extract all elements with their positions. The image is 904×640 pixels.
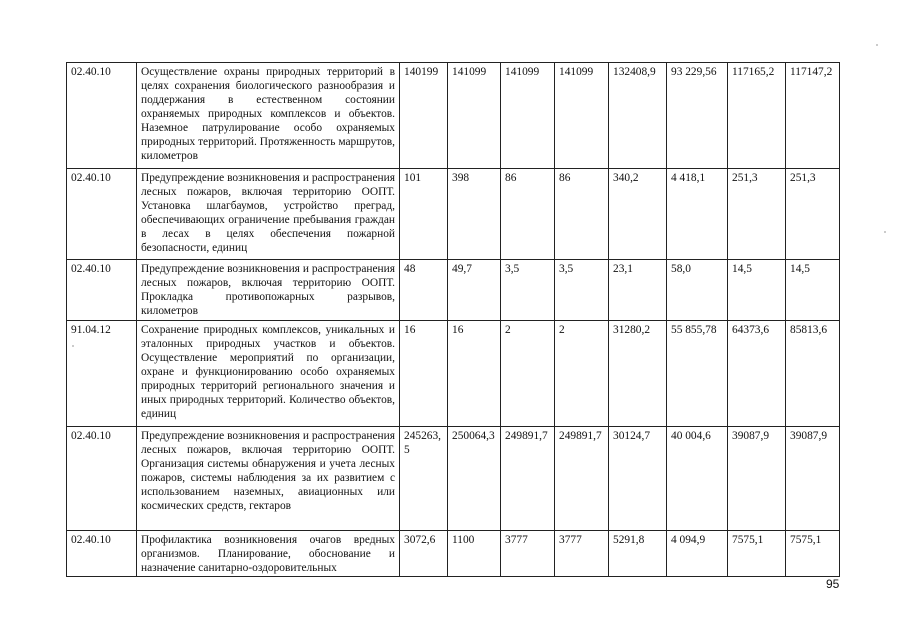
table-row (67, 63, 840, 169)
row-value: 340,2 (609, 169, 667, 260)
row-value: 141099 (555, 63, 609, 169)
scan-speck (876, 44, 878, 46)
row-value: 250064,3 (448, 427, 501, 531)
row-value: 141099 (448, 63, 501, 169)
row-value: 5291,8 (609, 531, 667, 577)
row-code: 91.04.12 (67, 321, 137, 427)
table-row (67, 531, 840, 577)
row-code: 02.40.10 (67, 260, 137, 321)
row-value: 58,0 (667, 260, 728, 321)
row-value: 40 004,6 (667, 427, 728, 531)
page-number: 95 (826, 577, 840, 591)
scan-speck (884, 231, 886, 233)
row-code: 02.40.10 (67, 169, 137, 260)
row-description: Сохранение природных комплексов, уникальных и эталонных природных участков и объектов. Осуществление мероприятий по организации, охране и функционированию особо охраняемых природных территорий регионального значения и иных природных территорий. Количество объектов, единиц (137, 321, 400, 427)
row-description: Предупреждение возникновения и распространения лесных пожаров, включая территорию ООПТ. Организация системы обнаружения и учета лесных пожаров, системы наблюдения за их развитием с использованием наземных, авиационных или космических средств, гектаров (137, 427, 400, 531)
row-value: 141099 (501, 63, 555, 169)
row-value: 39087,9 (728, 427, 786, 531)
row-description: Профилактика возникновения очагов вредных организмов. Планирование, обоснование и назначение санитарно-оздоровительных (137, 531, 400, 577)
row-description: Предупреждение возникновения и распространения лесных пожаров, включая территорию ООПТ. Установка шлагбаумов, устройство преград, обеспечивающих ограничение пребывания граждан в лесах в целях обеспечения пожарной безопасности, единиц (137, 169, 400, 260)
row-value: 48 (400, 260, 448, 321)
row-value: 3072,6 (400, 531, 448, 577)
table-row (67, 260, 840, 321)
table-row (67, 321, 840, 427)
row-value: 23,1 (609, 260, 667, 321)
row-value: 132408,9 (609, 63, 667, 169)
row-value: 3,5 (501, 260, 555, 321)
row-value: 245263,5 (400, 427, 448, 531)
row-value: 14,5 (786, 260, 840, 321)
row-value: 39087,9 (786, 427, 840, 531)
row-value: 3777 (555, 531, 609, 577)
row-code: 02.40.10 (67, 531, 137, 577)
row-value: 4 094,9 (667, 531, 728, 577)
row-value: 16 (448, 321, 501, 427)
row-value: 140199 (400, 63, 448, 169)
table-row (67, 169, 840, 260)
row-value: 85813,6 (786, 321, 840, 427)
row-value: 2 (555, 321, 609, 427)
row-value: 49,7 (448, 260, 501, 321)
row-code: 02.40.10 (67, 63, 137, 169)
row-value: 117165,2 (728, 63, 786, 169)
row-value: 93 229,56 (667, 63, 728, 169)
row-value: 251,3 (786, 169, 840, 260)
row-value: 55 855,78 (667, 321, 728, 427)
row-value: 249891,7 (501, 427, 555, 531)
data-table (66, 62, 840, 577)
row-value: 2 (501, 321, 555, 427)
row-value: 3777 (501, 531, 555, 577)
row-description: Осуществление охраны природных территорий в целях сохранения биологического разнообразия и поддержания в естественном состоянии охраняемых природных комплексов и объектов. Наземное патрулирование особо охраняемых природных территорий. Протяженность маршрутов, километров (137, 63, 400, 169)
row-value: 101 (400, 169, 448, 260)
row-code: 02.40.10 (67, 427, 137, 531)
row-value: 64373,6 (728, 321, 786, 427)
row-value: 86 (501, 169, 555, 260)
row-value: 4 418,1 (667, 169, 728, 260)
row-value: 398 (448, 169, 501, 260)
row-value: 1100 (448, 531, 501, 577)
scan-speck (72, 345, 74, 347)
table-row (67, 427, 840, 531)
row-value: 16 (400, 321, 448, 427)
row-value: 31280,2 (609, 321, 667, 427)
row-value: 86 (555, 169, 609, 260)
row-description: Предупреждение возникновения и распространения лесных пожаров, включая территорию ООПТ. Прокладка противопожарных разрывов, километров (137, 260, 400, 321)
row-value: 7575,1 (786, 531, 840, 577)
row-value: 251,3 (728, 169, 786, 260)
row-value: 30124,7 (609, 427, 667, 531)
row-value: 117147,2 (786, 63, 840, 169)
row-value: 14,5 (728, 260, 786, 321)
row-value: 3,5 (555, 260, 609, 321)
row-value: 249891,7 (555, 427, 609, 531)
row-value: 7575,1 (728, 531, 786, 577)
